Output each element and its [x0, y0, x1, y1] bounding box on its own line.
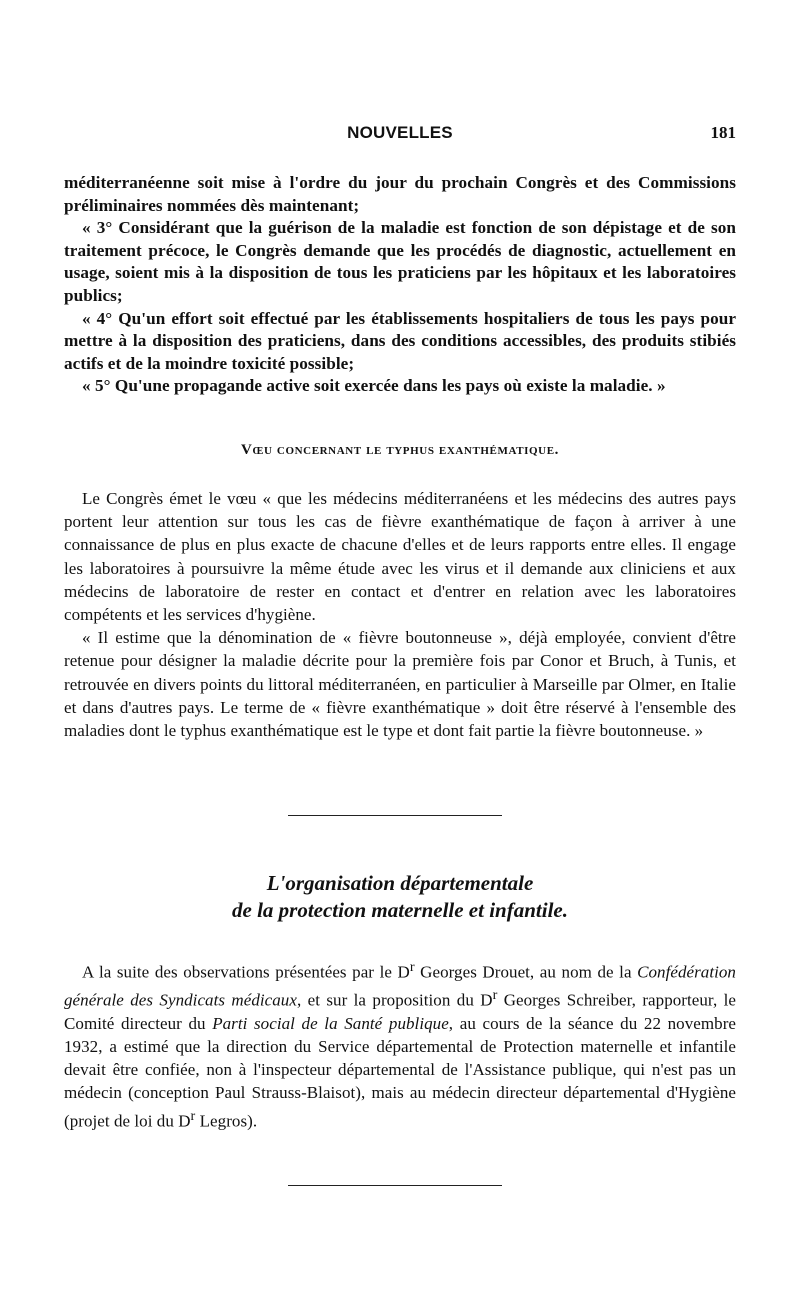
italic-organisation-name: Confédération générale des Syndicats médicaux [64, 962, 736, 1010]
organisation-section [64, 956, 736, 1132]
text-run: Georges Schreiber, rapporteur, le Comité directeur du [64, 990, 737, 1033]
typhus-section [64, 487, 736, 742]
section-divider-bottom [288, 1185, 502, 1186]
section-title-line-2: de la protection maternelle et infantile. [232, 898, 568, 922]
page-header [64, 123, 736, 149]
paragraph-point-4: « 4° Qu'un effort soit effectué par les établissements hospitaliers de tous les pays pour mettre à la disposition des praticiens, dans des conditions accessibles, des produits stibiés actifs et de la moindre toxicité possible; [64, 308, 736, 373]
text-run: , et sur la proposition du D [296, 990, 493, 1010]
page-number: 181 [710, 123, 736, 142]
text-run: A la suite des observations présentées par le D [82, 962, 410, 982]
text-run: Legros). [195, 1111, 258, 1131]
section-divider [288, 815, 502, 816]
paragraph-point-5: « 5° Qu'une propagande active soit exercée dans les pays où existe la maladie. » [82, 376, 666, 396]
superscript-r: r [190, 1107, 196, 1124]
paragraph-typhus-2: « Il estime que la dénomination de « fièvre boutonneuse », déjà employée, convient d'être retenue pour désigner la maladie décrite pour la première fois par Conor et Bruch, à Tunis, et retrouvée en divers points du littoral méditerranéen, en particulier à Marseille par Olmer, en Italie et dans d'autres pays. Le terme de « fièvre exanthématique » doit être réservé à l'ensemble des maladies dont le typhus exanthématique est le type et dont fait partie la fièvre boutonneuse. » [64, 628, 736, 741]
superscript-r: r [492, 986, 498, 1003]
running-title: NOUVELLES [347, 123, 453, 142]
superscript-r: r [409, 959, 415, 975]
section-title [64, 870, 736, 924]
text-run: Georges Drouet, au nom de la [414, 962, 638, 982]
paragraph-point-3: « 3° Considérant que la guérison de la maladie est fonction de son dépistage et de son traitement précoce, le Congrès demande que les procédés de diagnostic, actuellement en usage, soient mis à la disposition de tous les praticiens par les hôpitaux et les laboratoires publics; [64, 218, 736, 305]
section-title-line-1: L'organisation départementale [266, 871, 534, 895]
typhus-heading-text: Vœu concernant le typhus exanthématique. [240, 442, 560, 458]
paragraph-organisation [64, 956, 736, 1132]
congress-resolutions [64, 172, 736, 398]
italic-party-name: Parti social de la Santé publique [212, 1013, 449, 1033]
text-run: , au cours de la séance du 22 novembre 1932, a estimé que la direction du Service départemental de Protection maternelle et infantile devait être confiée, non à l'inspecteur départemental de l'Assistance publique, qui n'est pas un médecin (conception Paul Strauss-Blaisot), mais au médecin directeur départemental d'Hygiène (projet de loi du D [64, 1013, 736, 1131]
typhus-heading [64, 442, 736, 459]
paragraph-typhus-1: Le Congrès émet le vœu « que les médecins méditerranéens et les médecins des autres pays portent leur attention sur tous les cas de fièvre exanthématique de façon à arriver à une connaissance de plus en plus exacte de chacune d'elles et de leurs rapports entre elles. Il engage les laboratoires à poursuivre la même étude avec les virus et il demande aux cliniciens et aux médecins de laboratoire de rester en contact et d'entrer en relation avec les laboratoires compétents et les services d'hygiène. [64, 489, 736, 625]
paragraph-continuation: méditerranéenne soit mise à l'ordre du jour du prochain Congrès et des Commissions préliminaires nommées dès maintenant; [64, 173, 736, 215]
